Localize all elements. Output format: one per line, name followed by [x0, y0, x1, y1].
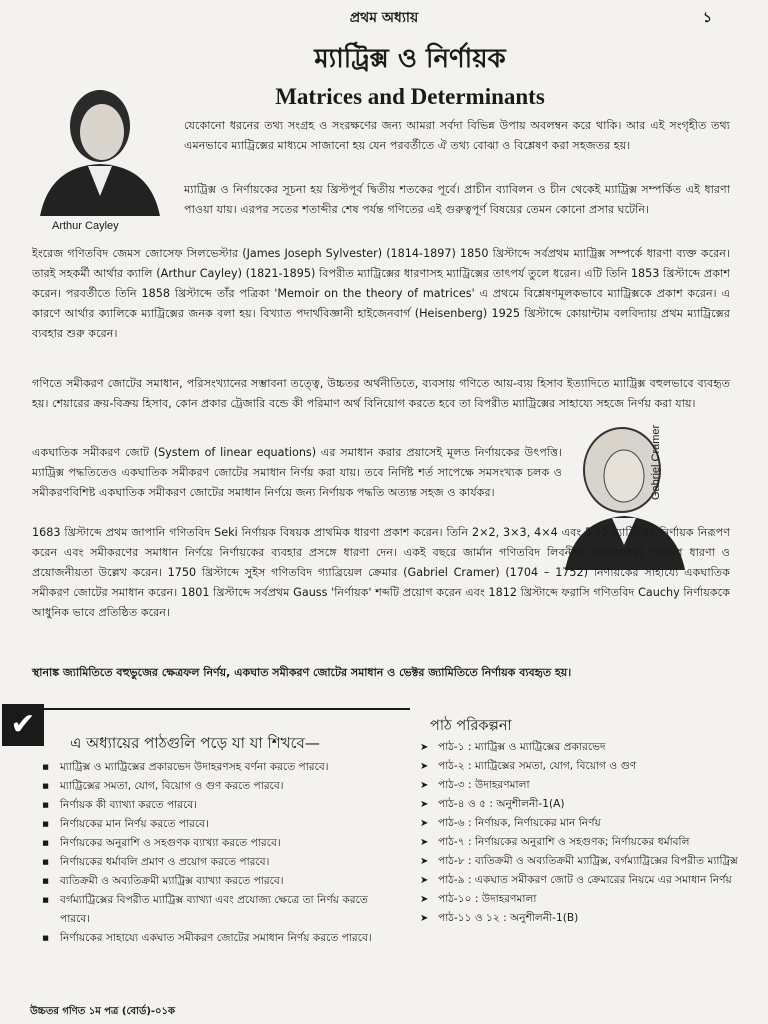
page-footer: উচ্চতর গণিত ১ম পত্র (বোর্ড)-০১ক [30, 1006, 176, 1017]
learning-item: ▪ নির্ণায়কের ধর্মাবলি প্রমাণ ও প্রয়োগ করতে পারবে। [38, 853, 398, 872]
plan-item: ➤ পাঠ-১১ ও ১২ : অনুশীলনী-1(B) [420, 909, 750, 928]
learning-title: এ অধ্যায়ের পাঠগুলি পড়ে যা যা শিখবে— [70, 734, 320, 752]
cramer-caption: Gabriel Cramer [650, 424, 662, 500]
learning-item: ▪ নির্ণায়কের অনুরাশি ও সহগুণক ব্যাখ্যা করতে পারবে। [38, 834, 398, 853]
learning-item: ▪ ব্যতিক্রমী ও অব্যতিক্রমী ম্যাট্রিক্স ব্যাখ্যা করতে পারবে। [38, 872, 398, 891]
plan-item: ➤ পাঠ-৭ : নির্ণায়কের অনুরাশি ও সহগুণক; নির্ণায়কের ধর্মাবলি [420, 833, 750, 852]
plan-item: ➤ পাঠ-৪ ও ৫ : অনুশীলনী-1(A) [420, 795, 750, 814]
checkmark-icon: ✔ [2, 704, 44, 746]
learning-item: ▪ ম্যাট্রিক্স ও ম্যাট্রিক্সের প্রকারভেদ উদাহরণসহ বর্ণনা করতে পারবে। [38, 758, 398, 777]
cayley-portrait-icon [30, 66, 165, 216]
page-number: ১ [702, 10, 712, 26]
sylvester-paragraph: ইংরেজ গণিতবিদ জেমস জোসেফ সিলভেস্টার (James Joseph Sylvester) (1814-1897) 1850 খ্রিস্টাব্দে সর্বপ্রথম ম্যাট্রিক্স সম্পর্কে ধারণা ব্যক্ত করেন। তারই সহকর্মী আর্থার ক্যালি (Arthur Cayley) (1821-1895) বিপরীত ম্যাট্রিক্সের ধারণাসহ ম্যাট্রিক্সের তাৎপর্য তুলে ধরেন। এটি তিনি 1853 খ্রিস্টাব্দে প্রকাশ করেন। পরবর্তীতে তিনি 1858 খ্রিস্টাব্দে তাঁর পত্রিকা 'Memoir on the theory of matrices' এ প্রথমে বিশ্লেষণমূলকভাবে ম্যাট্রিক্সকে প্রকাশ করেন। এ কারণে আর্থার ক্যালিকে ম্যাট্রিক্সের জনক বলা হয়। বিখ্যাত পদার্থবিজ্ঞানী হাইজেনবার্গ (Heisenberg) 1925 খ্রিস্টাব্দে কোয়ান্টাম বলবিদ্যায় প্রথম ম্যাট্রিক্সের ব্যবহার শুরু করেন। [32, 247, 730, 340]
plan-item: ➤ পাঠ-২ : ম্যাট্রিক্সের সমতা, যোগ, বিয়োগ ও গুণ [420, 757, 750, 776]
learning-item: ▪ ম্যাট্রিক্সের সমতা, যোগ, বিয়োগ ও গুণ করতে পারবে। [38, 777, 398, 796]
linear-equations-paragraph: একঘাতিক সমীকরণ জোট (System of linear equations) এর সমাধান করার প্রয়াসেই মূলত নির্ণায়কের উৎপত্তি। ম্যাট্রিক্স পদ্ধতিতেও একঘাতিক সমীকরণ জোটের সমাধান নির্ণয় করা যায়। তবে নির্দিষ্ট শর্ত সাপেক্ষে সমসংখ্যক চলক ও সমীকরণবিশিষ্ট একঘাতিক সমীকরণ জোটের সমাধান নির্ণয়ে জন্য নির্ণায়ক পদ্ধতি অত্যন্ত সহজ ও কার্যকর। [32, 446, 562, 499]
plan-list [420, 738, 750, 928]
plan-title: পাঠ পরিকল্পনা [430, 718, 512, 734]
plan-item: ➤ পাঠ-৯ : একঘাত সমীকরণ জোট ও ক্রেমারের নিয়মে এর সমাধান নির্ণয় [420, 871, 750, 890]
plan-item: ➤ পাঠ-৮ : ব্যতিক্রমী ও অব্যতিক্রমী ম্যাট্রিক্স, বর্গম্যাট্রিক্সের বিপরীত ম্যাট্রিক্স [420, 852, 750, 871]
cayley-caption: Arthur Cayley [52, 220, 119, 232]
intro-paragraph: যেকোনো ধরনের তথ্য সংগ্রহ ও সংরক্ষণের জন্য আমরা সর্বদা বিভিন্ন উপায় অবলম্বন করে থাকি। আর এই সংগৃহীত তথ্য এমনভাবে ম্যাট্রিক্সের মাধ্যমে সাজানো হয় যেন পরবর্তীতে ঐ তথ্য বোঝা ও বিশ্লেষণ করা সহজতর হয়। [184, 119, 730, 152]
learning-item: ▪ বর্গম্যাট্রিক্সের বিপরীত ম্যাট্রিক্স ব্যাখ্যা এবং প্রযোজ্য ক্ষেত্রে তা নির্ণয় করতে পারবে। [38, 891, 398, 929]
plan-item: ➤ পাঠ-৬ : নির্ণায়ক, নির্ণায়কের মান নির্ণয় [420, 814, 750, 833]
learning-item: ▪ নির্ণায়ক কী ব্যাখ্যা করতে পারবে। [38, 796, 398, 815]
plan-item: ➤ পাঠ-১ : ম্যাট্রিক্স ও ম্যাট্রিক্সের প্রকারভেদ [420, 738, 750, 757]
page-title-bengali: ম্যাট্রিক্স ও নির্ণায়ক [314, 44, 506, 74]
chapter-header: প্রথম অধ্যায় [349, 10, 419, 26]
seki-paragraph: 1683 খ্রিস্টাব্দে প্রথম জাপানি গণিতবিদ Seki নির্ণায়ক বিষয়ক প্রাথমিক ধারণা প্রকাশ করেন। তিনি 2×2, 3×3, 4×4 এবং 5×5 ম্যাট্রিক্সের নির্ণায়ক নিরূপণ করেন এবং সমীকরণের সমাধান নির্ণয়ে নির্ণায়কের ব্যবহার প্রসঙ্গে ধারণা দেন। একই বছরে জার্মান গণিতবিদ লিবনীজ (Leibnitz) অনুরূপ ধারণা ও প্রয়োজনীয়তা উল্লেখ করেন। 1750 খ্রিস্টাব্দে সুইস গণিতবিদ গ্যাব্রিয়েল ক্রেমার (Gabriel Cramer) (1704 – 1752) নির্ণায়কের সাহায্যে একঘাতিক সমীকরণ জোটের সমাধান করেন। 1801 খ্রিস্টাব্দে সর্বপ্রথম Gauss 'নির্ণায়ক' শব্দটি প্রয়োগ করেন এবং 1812 খ্রিস্টাব্দে ফরাসি গণিতবিদ Cauchy নির্ণায়ককে আধুনিক ভাবে প্রতিষ্ঠিত করেন। [32, 526, 730, 619]
page-title-english: Matrices and Determinants [275, 84, 545, 109]
plan-item: ➤ পাঠ-৩ : উদাহরণমালা [420, 776, 750, 795]
geometry-line: স্থানাঙ্ক জ্যামিতিতে বহুভুজের ক্ষেত্রফল নির্ণয়, একঘাত সমীকরণ জোটের সমাধান ও ভেক্টর জ্যামিতিতে নির্ণায়ক ব্যবহৃত হয়। [32, 666, 572, 679]
cayley-portrait [30, 66, 165, 216]
applications-paragraph: গণিতে সমীকরণ জোটের সমাধান, পরিসংখ্যানের সম্ভাবনা তত্ত্বে, উচ্চতর অর্থনীতিতে, ব্যবসায় গণিতে আয়-ব্যয় হিসাব ইত্যাদিতে ম্যাট্রিক্স বহুলভাবে ব্যবহৃত হয়। শেয়ারের ক্রয়-বিক্রয় হিসাব, কোন প্রকার ট্রেজারি বন্ডে কী পরিমাণ অর্থ বিনিয়োগ করতে হবে তা বিপরীত ম্যাট্রিক্সের সাহায্যে সহজে নির্ণয় করা যায়। [32, 377, 730, 410]
section-divider [40, 708, 410, 710]
learning-list [38, 758, 398, 948]
learning-item: ▪ নির্ণায়কের সাহায্যে একঘাত সমীকরণ জোটের সমাধান নির্ণয় করতে পারবে। [38, 929, 398, 948]
learning-item: ▪ নির্ণায়কের মান নির্ণয় করতে পারবে। [38, 815, 398, 834]
plan-item: ➤ পাঠ-১০ : উদাহরণমালা [420, 890, 750, 909]
history-paragraph: ম্যাট্রিক্স ও নির্ণায়কের সূচনা হয় খ্রিস্টপূর্ব দ্বিতীয় শতকের পূর্বে। প্রাচীন ব্যাবিলন ও চীন থেকেই ম্যাট্রিক্স সম্পর্কিত এই ধারণা পাওয়া যায়। এরপর সতের শতাব্দীর শেষ পর্যন্ত গণিতের এই গুরুত্বপূর্ণ বিষয়ের তেমন কোনো প্রসার ঘটেনি। [184, 183, 730, 216]
